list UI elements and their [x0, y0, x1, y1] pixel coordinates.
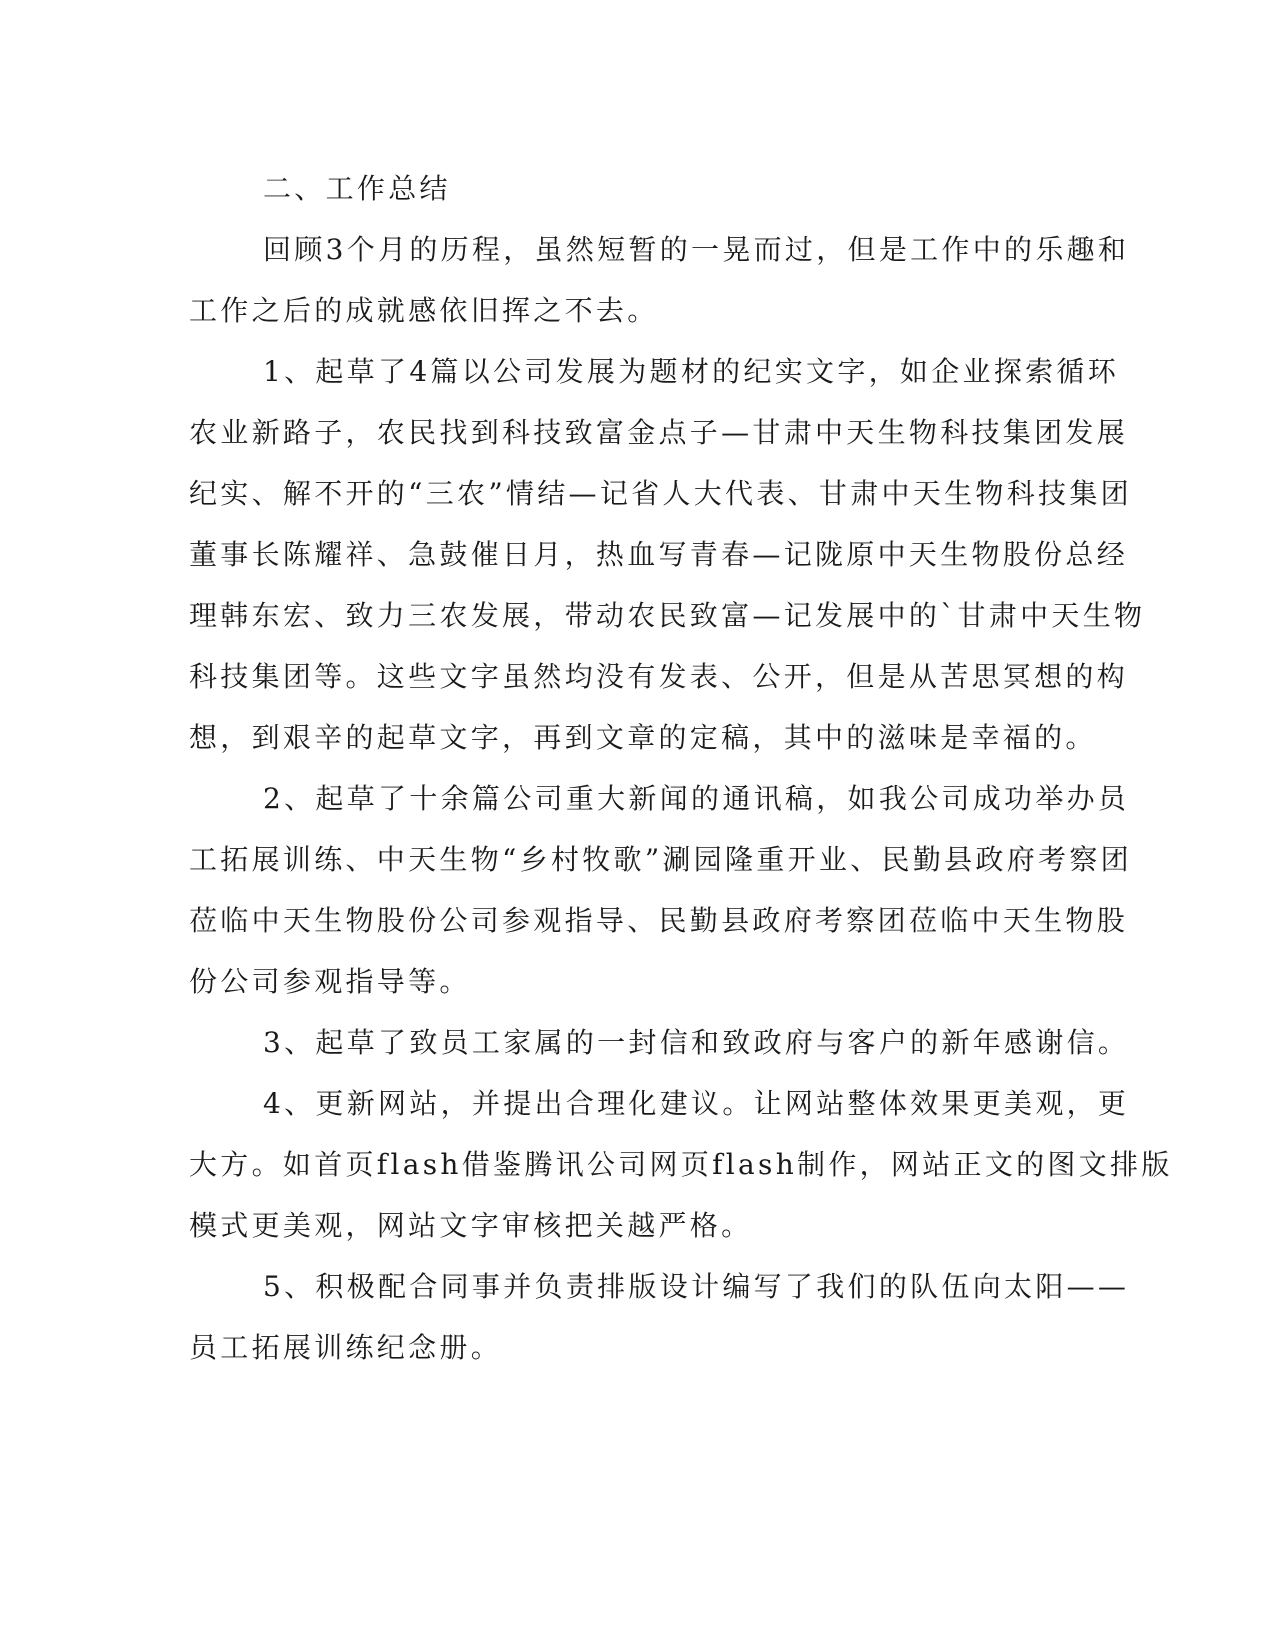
document-body [189, 158, 1173, 1378]
paragraph-line: 大方。如首页flash借鉴腾讯公司网页flash制作，网站正文的图文排版 [189, 1148, 1173, 1181]
paragraph-line: 员工拓展训练纪念册。 [189, 1331, 503, 1364]
paragraph-line: 科技集团等。这些文字虽然均没有发表、公开，但是从苦思冥想的构 [189, 660, 1129, 693]
section-heading: 二、工作总结 [263, 172, 451, 205]
paragraph-item-3 [189, 1012, 1130, 1073]
paragraph-line: 工拓展训练、中天生物“乡村牧歌”涮园隆重开业、民勤县政府考察团 [189, 843, 1132, 876]
paragraph-item-4 [189, 1073, 1173, 1256]
paragraph-item-2 [189, 768, 1132, 1012]
paragraph-line: 想，到艰辛的起草文字，再到文章的定稿，其中的滋味是幸福的。 [189, 721, 1097, 754]
paragraph-line: 2、起草了十余篇公司重大新闻的通讯稿，如我公司成功举办员 [263, 782, 1130, 815]
paragraph-item-5 [189, 1256, 1130, 1378]
paragraph-line: 5、积极配合同事并负责排版设计编写了我们的队伍向太阳—— [263, 1270, 1130, 1303]
paragraph-item-1 [189, 341, 1146, 768]
paragraph-line: 董事长陈耀祥、急鼓催日月，热血写青春—记陇原中天生物股份总经 [189, 538, 1129, 571]
paragraph-line: 理韩东宏、致力三农发展，带动农民致富—记发展中的`甘肃中天生物 [189, 599, 1146, 632]
paragraph-line: 3、起草了致员工家属的一封信和致政府与客户的新年感谢信。 [263, 1026, 1130, 1059]
paragraph-line: 纪实、解不开的“三农”情结—记省人大代表、甘肃中天生物科技集团 [189, 477, 1132, 510]
paragraph-line: 4、更新网站，并提出合理化建议。让网站整体效果更美观，更 [263, 1087, 1130, 1120]
paragraph-line: 份公司参观指导等。 [189, 965, 471, 998]
paragraph-line: 莅临中天生物股份公司参观指导、民勤县政府考察团莅临中天生物股 [189, 904, 1129, 937]
paragraph-line: 1、起草了4篇以公司发展为题材的纪实文字，如企业探索循环 [263, 355, 1120, 388]
paragraph-line: 工作之后的成就感依旧挥之不去。 [189, 294, 659, 327]
paragraph-line: 农业新路子，农民找到科技致富金点子—甘肃中天生物科技集团发展 [189, 416, 1129, 449]
paragraph-line: 回顾3个月的历程，虽然短暂的一晃而过，但是工作中的乐趣和 [263, 233, 1130, 266]
paragraph-line: 模式更美观，网站文字审核把关越严格。 [189, 1209, 753, 1242]
paragraph-review [189, 219, 1130, 341]
